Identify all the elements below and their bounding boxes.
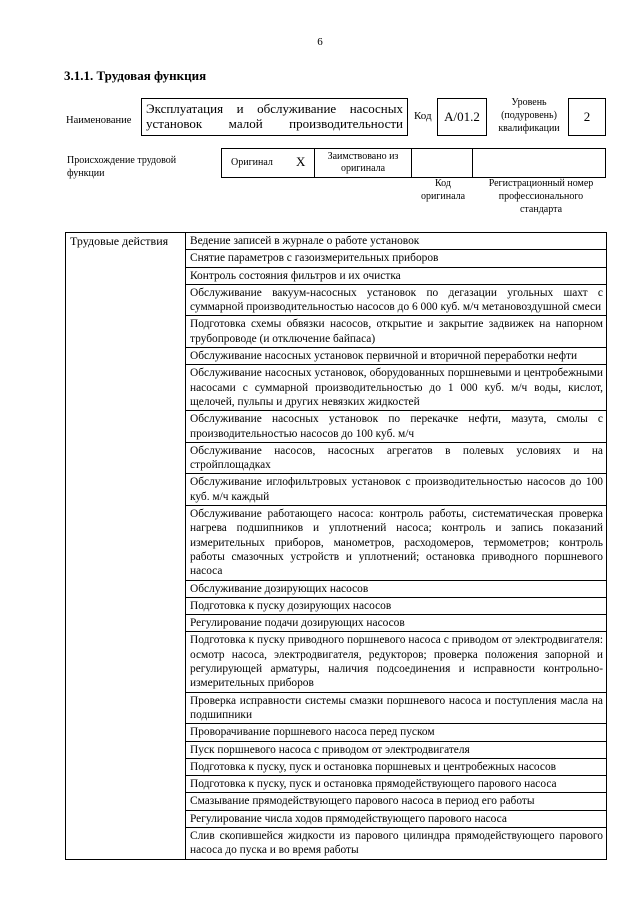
level-value: 2	[583, 109, 591, 124]
code-value-box	[437, 98, 487, 136]
reg-number-box	[472, 148, 606, 178]
page-number: 6	[317, 36, 323, 48]
labor-action-item: Смазывание прямодействующего парового насоса в период его работы	[186, 793, 607, 810]
level-value-box	[568, 98, 606, 136]
table-row	[66, 233, 607, 250]
labor-action-item: Снятие параметров с газоизмерительных приборов	[186, 250, 607, 267]
labor-action-item: Подготовка к пуску, пуск и остановка прямодействующего парового насоса	[186, 776, 607, 793]
labor-action-item: Обслуживание иглофильтровых установок с производительностью насосов до 100 куб. м/ч каждый	[186, 474, 607, 506]
labor-action-item: Обслуживание насосных установок первичной и вторичной переработки нефти	[186, 348, 607, 365]
labor-action-item: Подготовка к пуску приводного поршневого насоса с приводом от электродвигателя: осмотр насоса, электродвигателя, редукторов; проверка положения запорной и регулирующей арматуры, наличия подсоединения и исправности контрольно-измерительных приборов	[186, 632, 607, 692]
original-label: Оригинал	[231, 157, 273, 168]
origin-label: Происхождение трудовой функции	[67, 155, 177, 179]
labor-action-item: Слив скопившейся жидкости из парового цилиндра прямодействующего парового насоса до пуска и во время работы	[186, 827, 607, 859]
labor-action-item: Ведение записей в журнале о работе установок	[186, 233, 607, 250]
section-title: 3.1.1. Трудовая функция	[64, 68, 207, 83]
labor-action-item: Обслуживание вакуум-насосных установок по дегазации угольных шахт с суммарной производительностью насосов до 6 000 куб. м/ч метановоздушной смеси	[186, 284, 607, 316]
labor-action-item: Обслуживание насосов, насосных агрегатов в полевых условиях и на стройплощадках	[186, 442, 607, 474]
labor-action-item: Обслуживание насосных установок по перекачке нефти, мазута, смолы с производительностью насосов до 100 куб. м/ч	[186, 411, 607, 443]
labor-action-item: Обслуживание дозирующих насосов	[186, 580, 607, 597]
code-label: Код	[414, 110, 432, 122]
name-label: Наименование	[66, 115, 132, 126]
labor-action-item: Регулирование подачи дозирующих насосов	[186, 615, 607, 632]
reg-number-caption: Регистрационный номер профессионального стандарта	[488, 178, 594, 215]
labor-action-item: Проверка исправности системы смазки поршневого насоса и поступления масла на подшипники	[186, 692, 607, 724]
labor-action-item: Обслуживание работающего насоса: контроль работы, систематическая проверка нагрева подшипников и уплотнений насоса; контроль и запись показаний измерительных приборов, манометров, расходомеров, термометров; контроль работы смазочных устройств и уплотнений; остановка приводного поршневого насоса	[186, 506, 607, 580]
level-label: Уровень (подуровень) квалификации	[498, 97, 560, 134]
original-mark: X	[296, 154, 306, 169]
labor-action-item: Подготовка к пуску дозирующих насосов	[186, 597, 607, 614]
code-original-box	[411, 148, 473, 178]
function-name-box	[141, 98, 408, 136]
labor-action-item: Обслуживание насосных установок, оборудованных поршневыми и центробежными насосами с суммарной производительностью до 1 000 куб. м/ч воды, кислот, щелочей, пульпы и других невязких жидкостей	[186, 365, 607, 411]
labor-action-item: Контроль состояния фильтров и их очистка	[186, 267, 607, 284]
code-original-caption: Код оригинала	[420, 178, 466, 202]
original-box	[221, 148, 315, 178]
labor-action-item: Подготовка схемы обвязки насосов, открытие и закрытие задвижек на напорном трубопроводе (и отключение байпаса)	[186, 316, 607, 348]
code-value: А/01.2	[444, 109, 480, 124]
borrowed-label: Заимствовано из оригинала	[327, 151, 399, 174]
labor-actions-header: Трудовые действия	[66, 233, 186, 860]
labor-action-item: Подготовка к пуску, пуск и остановка поршневых и центробежных насосов	[186, 758, 607, 775]
labor-action-item: Пуск поршневого насоса с приводом от электродвигателя	[186, 741, 607, 758]
function-name-value: Эксплуатация и обслуживание насосных установок малой производительности	[146, 101, 403, 131]
labor-action-item: Регулирование числа ходов прямодействующего парового насоса	[186, 810, 607, 827]
borrowed-box	[314, 148, 412, 178]
labor-action-item: Проворачивание поршневого насоса перед пуском	[186, 724, 607, 741]
labor-actions-table	[65, 232, 607, 860]
